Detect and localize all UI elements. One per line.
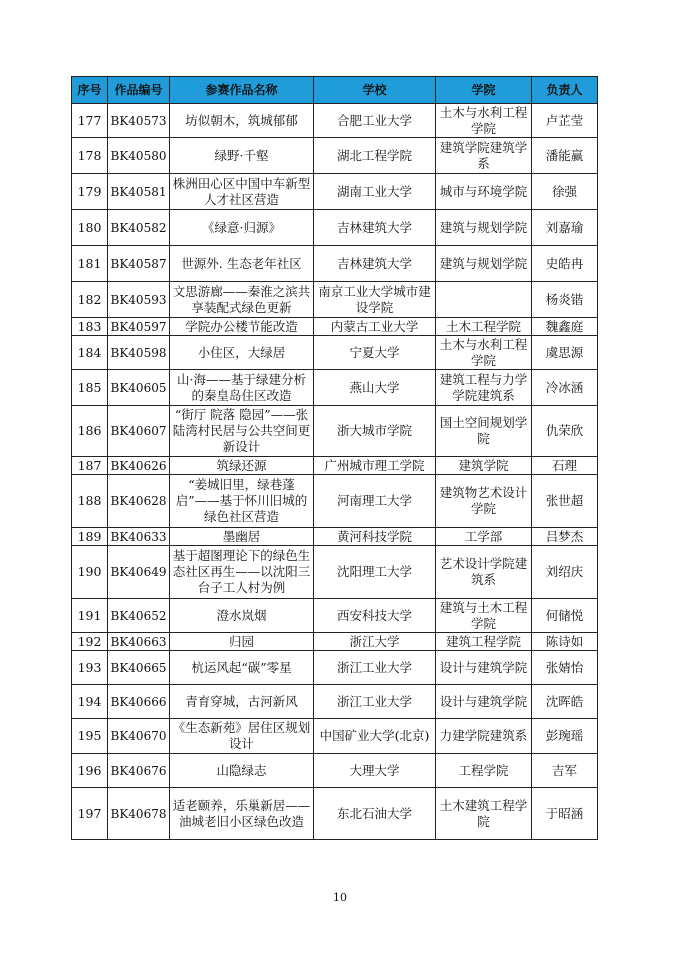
cell-college: 设计与建筑学院 [436,651,532,685]
page-number: 10 [333,891,347,904]
cell-code: BK40587 [108,246,170,282]
header-serial: 序号 [72,77,108,104]
table-row [72,754,598,788]
cell-college: 建筑学院 [436,457,532,475]
cell-school: 河南理工大学 [314,475,436,528]
cell-school: 宁夏大学 [314,336,436,370]
cell-code: BK40652 [108,599,170,633]
cell-leader: 杨炎锴 [532,282,598,318]
cell-code: BK40593 [108,282,170,318]
cell-school: 湖北工程学院 [314,138,436,174]
cell-title: 《绿意·归源》 [170,210,314,246]
table-row [72,282,598,318]
cell-code: BK40580 [108,138,170,174]
table-row [72,651,598,685]
cell-serial: 191 [72,599,108,633]
cell-serial: 194 [72,685,108,719]
cell-school: 黄河科技学院 [314,528,436,546]
header-code: 作品编号 [108,77,170,104]
cell-leader: 彭琬瑶 [532,719,598,754]
cell-title: 学院办公楼节能改造 [170,318,314,336]
table-row [72,174,598,210]
table-body [72,104,598,840]
cell-college: 土木工程学院 [436,318,532,336]
cell-leader: 张婧怡 [532,651,598,685]
cell-title: 绿野·千壑 [170,138,314,174]
cell-title: “街厅 院落 隐园”——张陆湾村民居与公共空间更新设计 [170,406,314,457]
cell-school: 浙江大学 [314,633,436,651]
cell-school: 吉林建筑大学 [314,246,436,282]
header-school: 学校 [314,77,436,104]
header-leader: 负责人 [532,77,598,104]
header-title: 参赛作品名称 [170,77,314,104]
cell-school: 浙大城市学院 [314,406,436,457]
cell-school: 浙江工业大学 [314,685,436,719]
cell-title: 山·海——基于绿建分析的秦皇岛住区改造 [170,370,314,406]
cell-serial: 180 [72,210,108,246]
cell-title: 杭运风起“碳”零星 [170,651,314,685]
cell-college: 工程学院 [436,754,532,788]
cell-code: BK40607 [108,406,170,457]
cell-serial: 183 [72,318,108,336]
cell-leader: 徐强 [532,174,598,210]
table-row [72,104,598,138]
cell-serial: 184 [72,336,108,370]
cell-title: 株洲田心区中国中车新型人才社区营造 [170,174,314,210]
cell-title: 山隐绿志 [170,754,314,788]
table-row [72,546,598,599]
cell-school: 合肥工业大学 [314,104,436,138]
table-row [72,210,598,246]
cell-college: 土木与水利工程学院 [436,336,532,370]
cell-code: BK40649 [108,546,170,599]
table-row [72,138,598,174]
table-row [72,406,598,457]
cell-leader: 史皓冉 [532,246,598,282]
cell-serial: 182 [72,282,108,318]
cell-serial: 177 [72,104,108,138]
table-row [72,719,598,754]
table-row [72,246,598,282]
cell-serial: 192 [72,633,108,651]
cell-school: 中国矿业大学(北京) [314,719,436,754]
cell-school: 浙江工业大学 [314,651,436,685]
cell-code: BK40582 [108,210,170,246]
cell-school: 沈阳理工大学 [314,546,436,599]
cell-title: 墨幽居 [170,528,314,546]
cell-title: 归园 [170,633,314,651]
cell-code: BK40678 [108,788,170,840]
cell-college: 城市与环境学院 [436,174,532,210]
cell-code: BK40581 [108,174,170,210]
cell-title: 澄水岚烟 [170,599,314,633]
table-row [72,633,598,651]
cell-school: 广州城市理工学院 [314,457,436,475]
cell-college: 工学部 [436,528,532,546]
cell-serial: 187 [72,457,108,475]
cell-school: 内蒙古工业大学 [314,318,436,336]
cell-college: 建筑与规划学院 [436,210,532,246]
cell-code: BK40628 [108,475,170,528]
cell-college: 国土空间规划学院 [436,406,532,457]
header-college: 学院 [436,77,532,104]
cell-code: BK40626 [108,457,170,475]
cell-college: 建筑工程学院 [436,633,532,651]
cell-code: BK40663 [108,633,170,651]
cell-serial: 190 [72,546,108,599]
cell-serial: 196 [72,754,108,788]
cell-leader: 刘绍庆 [532,546,598,599]
cell-code: BK40605 [108,370,170,406]
cell-leader: 何储悦 [532,599,598,633]
cell-code: BK40573 [108,104,170,138]
cell-code: BK40665 [108,651,170,685]
table-row [72,457,598,475]
cell-code: BK40676 [108,754,170,788]
cell-college: 建筑与土木工程学院 [436,599,532,633]
table-row [72,528,598,546]
table-row [72,336,598,370]
cell-college: 力建学院建筑系 [436,719,532,754]
cell-leader: 冷冰涵 [532,370,598,406]
cell-leader: 吕梦杰 [532,528,598,546]
cell-leader: 仇荣欣 [532,406,598,457]
cell-code: BK40598 [108,336,170,370]
cell-title: 小住区，大绿居 [170,336,314,370]
table-row [72,318,598,336]
cell-serial: 197 [72,788,108,840]
cell-college: 建筑学院建筑学系 [436,138,532,174]
cell-college: 建筑工程与力学学院建筑系 [436,370,532,406]
cell-serial: 186 [72,406,108,457]
cell-school: 东北石油大学 [314,788,436,840]
cell-leader: 吉军 [532,754,598,788]
cell-college: 建筑物艺术设计学院 [436,475,532,528]
cell-code: BK40666 [108,685,170,719]
cell-leader: 刘嘉瑜 [532,210,598,246]
cell-college: 土木建筑工程学院 [436,788,532,840]
cell-title: 世源外. 生态老年社区 [170,246,314,282]
cell-code: BK40597 [108,318,170,336]
cell-serial: 189 [72,528,108,546]
cell-school: 吉林建筑大学 [314,210,436,246]
table-row [72,685,598,719]
cell-school: 燕山大学 [314,370,436,406]
cell-leader: 石理 [532,457,598,475]
cell-title: “姜城旧里，绿巷蓬启”——基于怀川旧城的绿色社区营造 [170,475,314,528]
cell-college [436,282,532,318]
cell-school: 南京工业大学城市建设学院 [314,282,436,318]
cell-title: 青育穿城，古河新风 [170,685,314,719]
cell-leader: 陈诗如 [532,633,598,651]
cell-college: 设计与建筑学院 [436,685,532,719]
cell-leader: 卢芷莹 [532,104,598,138]
cell-title: 文思游廊——秦淮之滨共享装配式绿色更新 [170,282,314,318]
cell-code: BK40670 [108,719,170,754]
cell-serial: 195 [72,719,108,754]
cell-college: 艺术设计学院建筑系 [436,546,532,599]
cell-serial: 178 [72,138,108,174]
table-header-row [72,77,598,104]
table-row [72,599,598,633]
cell-leader: 潘能赢 [532,138,598,174]
cell-title: 基于超图理论下的绿色生态社区再生——以沈阳三台子工人村为例 [170,546,314,599]
cell-leader: 虞思源 [532,336,598,370]
cell-leader: 沈晖皓 [532,685,598,719]
cell-school: 西安科技大学 [314,599,436,633]
cell-serial: 188 [72,475,108,528]
cell-college: 建筑与规划学院 [436,246,532,282]
table-row [72,370,598,406]
cell-title: 筑绿还源 [170,457,314,475]
cell-title: 坊似朝木，筑城郁郁 [170,104,314,138]
cell-college: 土木与水利工程学院 [436,104,532,138]
cell-serial: 179 [72,174,108,210]
cell-serial: 185 [72,370,108,406]
table-row [72,788,598,840]
cell-title: 《生态新苑》居住区规划设计 [170,719,314,754]
cell-serial: 181 [72,246,108,282]
cell-leader: 于昭涵 [532,788,598,840]
table-row [72,475,598,528]
cell-serial: 193 [72,651,108,685]
cell-school: 大理大学 [314,754,436,788]
cell-title: 适老颐养，乐巢新居——油城老旧小区绿色改造 [170,788,314,840]
project-table [71,76,598,840]
cell-leader: 张世超 [532,475,598,528]
cell-leader: 魏鑫庭 [532,318,598,336]
cell-school: 湖南工业大学 [314,174,436,210]
cell-code: BK40633 [108,528,170,546]
